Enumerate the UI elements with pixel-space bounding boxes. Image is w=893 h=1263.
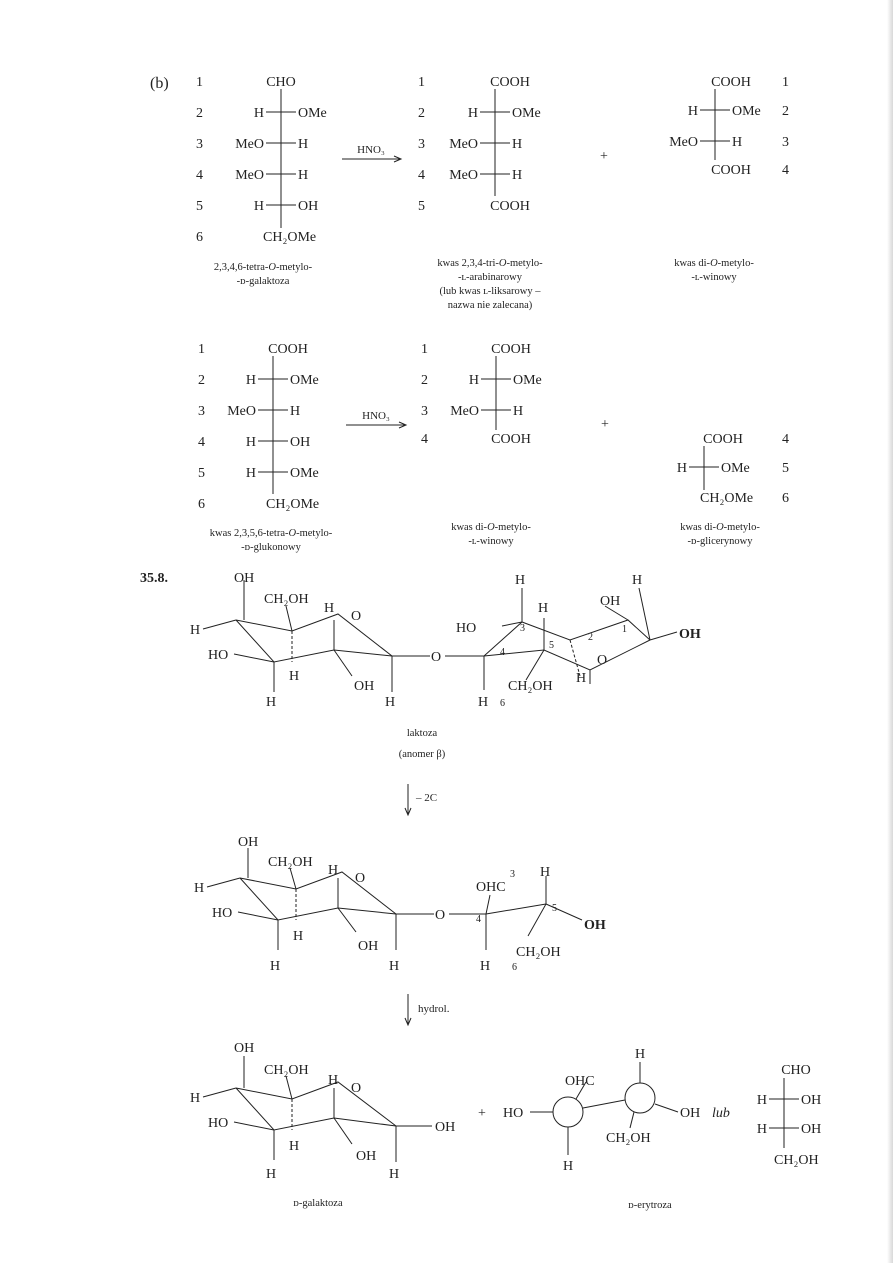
atom-label: H (289, 669, 300, 684)
substituent: MeO (449, 168, 478, 183)
atom-label: OHC (565, 1074, 595, 1089)
atom-label: H (293, 929, 304, 944)
compound-caption: -ʟ-winowy (691, 272, 737, 283)
atom-label: CH₂OH (264, 1063, 309, 1078)
substituent: H (253, 199, 264, 214)
lub-word: lub (712, 1106, 730, 1121)
reaction-arrow (342, 144, 401, 162)
substituent: H (512, 168, 523, 183)
atom-label: H (190, 623, 201, 638)
atom-label: OH (584, 918, 606, 933)
ring-oxygen: O (351, 609, 362, 624)
group-bottom: CH₂OMe (266, 497, 320, 512)
atom-label: CH₂OH (508, 679, 553, 694)
atom-label: OH (234, 571, 255, 586)
carbon-number: 6 (512, 962, 517, 973)
atom-label: CH₂OH (606, 1131, 651, 1146)
substituent: H (756, 1122, 767, 1137)
erythrose-fischer (757, 1063, 821, 1168)
substituent: OMe (513, 373, 542, 388)
fischer-tartaric-acid-2 (421, 342, 542, 547)
compound-name: ᴅ-erytroza (628, 1200, 672, 1211)
compound-caption: -ᴅ-galaktoza (236, 276, 290, 287)
atom-label: OH (356, 1149, 377, 1164)
newman-circle (625, 1083, 655, 1113)
substituent: MeO (227, 404, 256, 419)
atom-label: H (194, 881, 205, 896)
carbon-number: 3 (520, 623, 525, 634)
substituent: OH (298, 199, 319, 214)
plus-sign: + (600, 149, 608, 164)
compound-name: ᴅ-galaktoza (293, 1198, 343, 1209)
plus-sign: + (601, 417, 609, 432)
carbon-number: 2 (418, 106, 425, 121)
substituent: MeO (235, 168, 264, 183)
atom-label: H (538, 601, 549, 616)
group-bottom: CH₂OMe (263, 230, 317, 245)
ring-bonds (236, 1088, 396, 1130)
atom-label: OH (680, 1106, 701, 1121)
atom-label: H (632, 573, 643, 588)
substituent: OMe (732, 104, 761, 119)
compound-caption: -ʟ-winowy (468, 536, 514, 547)
atom-label: HO (456, 621, 477, 636)
atom-label: H (480, 959, 491, 974)
group-top: CHO (781, 1063, 811, 1078)
substituent: H (245, 373, 256, 388)
carbon-number: 4 (782, 163, 789, 178)
substituent: H (687, 104, 698, 119)
ring-bonds (236, 614, 392, 656)
atom-label: H (635, 1047, 646, 1062)
substituent: H (676, 461, 687, 476)
erythrose-newman (503, 1047, 730, 1211)
carbon-number: 6 (196, 230, 203, 245)
atom-label: HO (212, 906, 233, 921)
compound-caption: nazwa nie zalecana) (447, 300, 533, 311)
carbon-number: 5 (549, 640, 554, 651)
reaction-arrow (346, 410, 406, 428)
atom-label: H (563, 1159, 574, 1174)
carbon-number: 3 (418, 137, 425, 152)
substituent: H (467, 106, 478, 121)
atom-label: H (385, 695, 396, 710)
carbon-number: 3 (510, 869, 515, 880)
ring-bonds (240, 872, 396, 914)
compound-caption: 2,3,4,6-tetra-O-metylo- (213, 262, 313, 273)
ring-bonds (236, 620, 392, 662)
substituent: OMe (512, 106, 541, 121)
carbon-number: 5 (552, 903, 557, 914)
atom-label: H (540, 865, 551, 880)
substituent: H (245, 466, 256, 481)
reagent-label: – 2C (416, 792, 438, 804)
atom-label: HO (503, 1106, 524, 1121)
atom-label: OH (354, 679, 375, 694)
atom-label: CH₂OH (516, 945, 561, 960)
substituent: H (756, 1093, 767, 1108)
atom-label: HO (208, 1116, 229, 1131)
substituent: OMe (298, 106, 327, 121)
compound-caption: kwas 2,3,5,6-tetra-O-metylo- (209, 528, 333, 539)
atom-label: OH (238, 835, 259, 850)
group-bottom: CH₂OH (774, 1153, 819, 1168)
fischer-arabinaric-acid (418, 75, 543, 311)
ring-bonds (236, 1082, 396, 1126)
carbon-number: 1 (421, 342, 428, 357)
atom-label: OH (358, 939, 379, 954)
substituent: H (290, 404, 301, 419)
carbon-number: 4 (198, 435, 205, 450)
atom-label: H (328, 863, 339, 878)
problem-number: 35.8. (140, 571, 168, 586)
reaction-arrow-down (405, 994, 450, 1025)
substituent: MeO (450, 404, 479, 419)
atom-label: OH (435, 1120, 456, 1135)
ring-oxygen: O (597, 653, 608, 668)
lactose-structure (190, 571, 701, 760)
compound-caption: (lub kwas ʟ-liksarowy – (439, 286, 541, 297)
ring-oxygen: O (351, 1081, 362, 1096)
atom-label: OH (679, 627, 701, 642)
part-b-label: (b) (150, 75, 169, 92)
atom-label: H (266, 695, 277, 710)
plus-sign: + (478, 1106, 486, 1121)
carbon-number: 1 (782, 75, 789, 90)
group-bottom: CH₂OMe (700, 491, 754, 506)
group-top: COOH (268, 342, 308, 357)
substituent: H (298, 137, 309, 152)
carbon-number: 6 (198, 497, 205, 512)
carbon-number: 2 (782, 104, 789, 119)
atom-label: H (389, 1167, 400, 1182)
atom-label: H (515, 573, 526, 588)
carbon-number: 5 (782, 461, 789, 476)
group-top: COOH (703, 432, 743, 447)
atom-label: H (324, 601, 335, 616)
compound-name: (anomer β) (398, 749, 446, 760)
atom-label: H (289, 1139, 300, 1154)
carbon-number: 3 (421, 404, 428, 419)
atom-label: H (328, 1073, 339, 1088)
glycosidic-oxygen: O (431, 650, 442, 665)
group-top: COOH (490, 75, 530, 90)
compound-caption: kwas di-O-metylo- (674, 258, 754, 269)
substituent: MeO (235, 137, 264, 152)
carbon-number: 4 (782, 432, 789, 447)
carbon-number: 1 (196, 75, 203, 90)
substituent: MeO (669, 135, 698, 150)
carbon-number: 4 (500, 647, 505, 658)
substituent: H (245, 435, 256, 450)
carbon-number: 2 (198, 373, 205, 388)
carbon-number: 6 (782, 491, 789, 506)
reagent-label: HNO₃ (357, 144, 385, 156)
carbon-number: 4 (418, 168, 425, 183)
atom-label: OHC (476, 880, 506, 895)
carbon-number: 1 (418, 75, 425, 90)
atom-label: H (190, 1091, 201, 1106)
carbon-number: 4 (476, 914, 481, 925)
reaction-arrow-down (405, 784, 437, 815)
group-bottom: COOH (490, 199, 530, 214)
carbon-number: 3 (196, 137, 203, 152)
substituent: OMe (290, 373, 319, 388)
substituent: H (513, 404, 524, 419)
atom-label: H (389, 959, 400, 974)
carbon-number: 3 (198, 404, 205, 419)
atom-label: H (478, 695, 489, 710)
compound-caption: -ᴅ-glicerynowy (687, 536, 753, 547)
atom-label: OH (600, 594, 621, 609)
fischer-glyceric-acid (677, 432, 789, 547)
atom-label: OH (234, 1041, 255, 1056)
ring-bonds (484, 640, 650, 670)
group-top: COOH (491, 342, 531, 357)
substituent: OH (290, 435, 311, 450)
fischer-tetramethyl-gluconic-acid (198, 342, 333, 553)
galactose-structure (190, 1041, 455, 1209)
substituent: MeO (449, 137, 478, 152)
compound-caption: -ʟ-arabinarowy (458, 272, 522, 283)
atom-label: HO (208, 648, 229, 663)
carbon-number: 4 (421, 432, 428, 447)
substituent: OH (801, 1093, 822, 1108)
atom-label: H (270, 959, 281, 974)
carbon-number: 2 (196, 106, 203, 121)
substituent: OMe (290, 466, 319, 481)
compound-caption: kwas di-O-metylo- (680, 522, 760, 533)
substituent: H (253, 106, 264, 121)
substituent: H (732, 135, 743, 150)
carbon-number: 3 (782, 135, 789, 150)
carbon-number: 5 (418, 199, 425, 214)
fischer-tartaric-acid (669, 75, 789, 283)
compound-caption: kwas 2,3,4-tri-O-metylo- (437, 258, 543, 269)
carbon-number: 2 (421, 373, 428, 388)
glycosidic-oxygen: O (435, 908, 446, 923)
atom-label: H (266, 1167, 277, 1182)
carbon-number: 4 (196, 168, 203, 183)
compound-name: laktoza (406, 728, 438, 739)
carbon-number: 5 (196, 199, 203, 214)
carbon-number: 2 (588, 632, 593, 643)
page-edge-shadow (887, 0, 893, 1263)
ring-bonds (240, 878, 396, 920)
compound-caption: kwas di-O-metylo- (451, 522, 531, 533)
carbon-number: 1 (622, 624, 627, 635)
group-top: CHO (266, 75, 296, 90)
substituent: H (298, 168, 309, 183)
atom-label: CH₂OH (264, 592, 309, 607)
reagent-label: HNO₃ (362, 410, 390, 422)
group-top: COOH (711, 75, 751, 90)
atom-label: H (576, 671, 587, 686)
group-bottom: COOH (491, 432, 531, 447)
substituent: OH (801, 1122, 822, 1137)
atom-label: CH₂OH (268, 855, 313, 870)
substituent: H (468, 373, 479, 388)
ring-oxygen: O (355, 871, 366, 886)
compound-caption: -ᴅ-glukonowy (241, 542, 301, 553)
carbon-number: 6 (500, 698, 505, 709)
substituent: OMe (721, 461, 750, 476)
substituent: H (512, 137, 523, 152)
newman-circle (553, 1097, 583, 1127)
reagent-label: hydrol. (418, 1003, 450, 1015)
intermediate-structure (194, 835, 606, 974)
fischer-tetramethyl-galactose (196, 75, 327, 287)
carbon-number: 1 (198, 342, 205, 357)
group-bottom: COOH (711, 163, 751, 178)
carbon-number: 5 (198, 466, 205, 481)
